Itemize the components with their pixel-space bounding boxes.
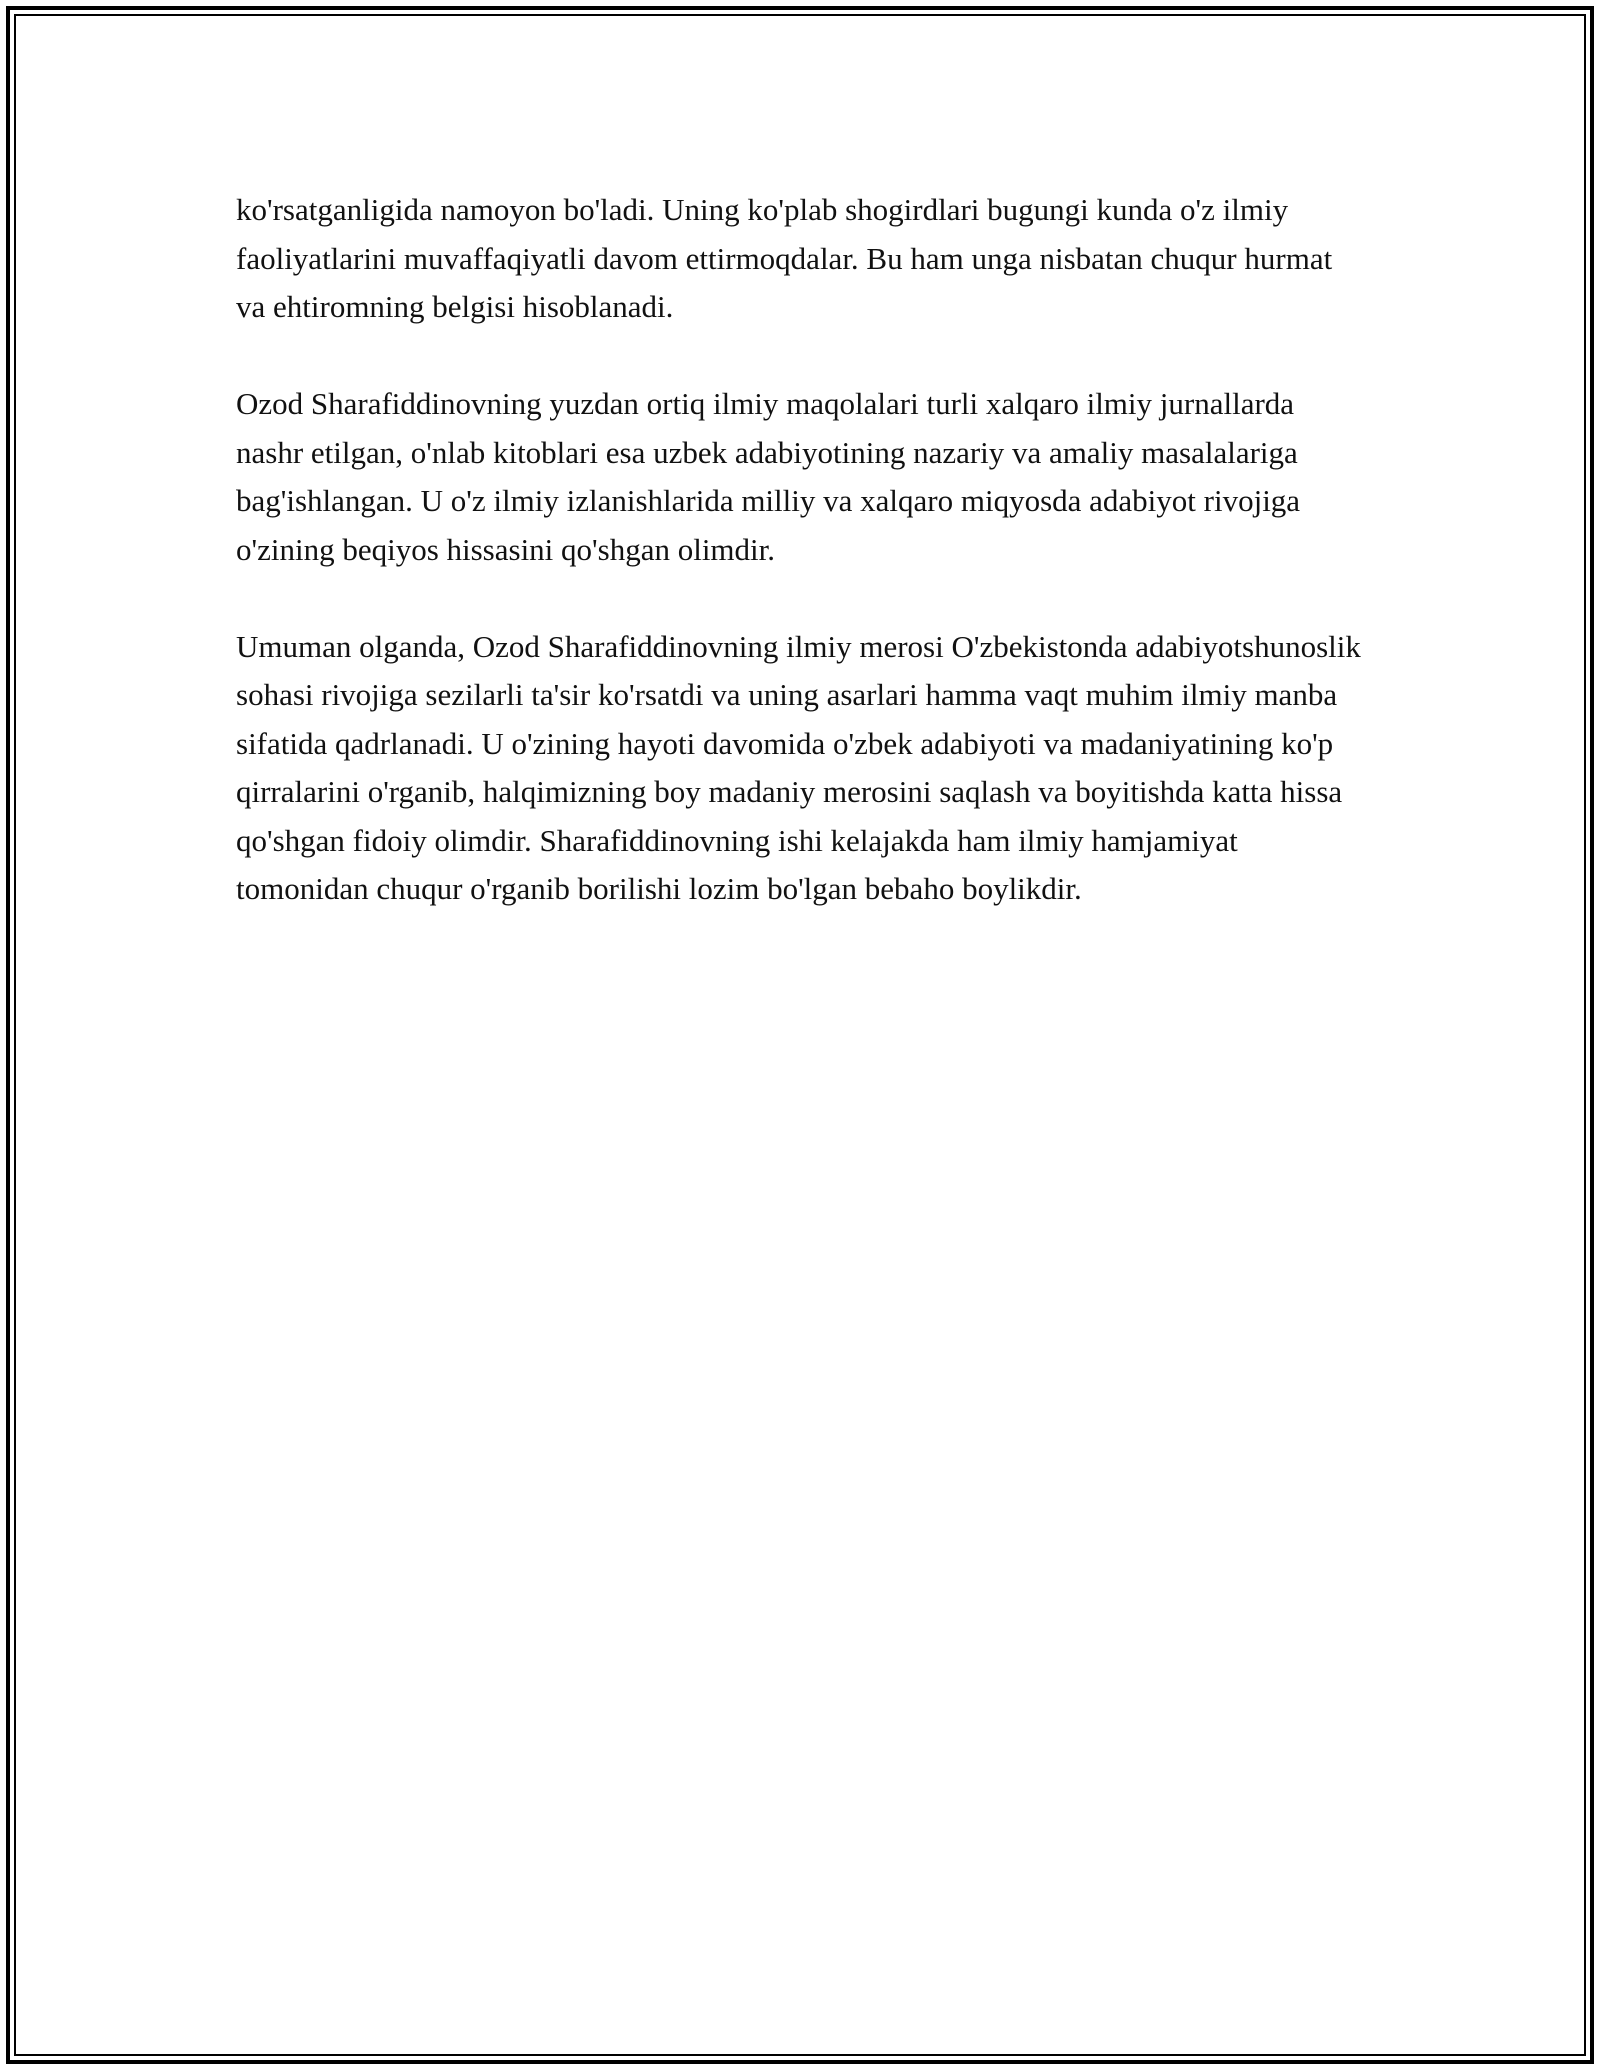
paragraph-1: ko'rsatganligida namoyon bo'ladi. Uning ko'plab shogirdlari bugungi kunda o'z ilmiy faoliyatlarini muvaffaqiyatli davom ettirmoqdalar. Bu ham unga nisbatan chuqur hurmat va ehtiromning belgisi hisoblanadi. [236, 192, 1333, 324]
paragraph-2: Ozod Sharafiddinovning yuzdan ortiq ilmiy maqolalari turli xalqaro ilmiy jurnallarda nashr etilgan, o'nlab kitoblari esa uzbek adabiyotining nazariy va amaliy masalalariga bag'ishlangan. U o'z ilmiy izlanishlarida milliy va xalqaro miqyosda adabiyot rivojiga o'zining beqiyos hissasini qo'shgan olimdir. [236, 386, 1301, 567]
paragraph-3: Umuman olganda, Ozod Sharafiddinovning ilmiy merosi O'zbekistonda adabiyotshunoslik sohasi rivojiga sezilarli ta'sir ko'rsatdi va uning asarlari hamma vaqt muhim ilmiy manba sifatida qadrlanadi. U o'zining hayoti davomida o'zbek adabiyoti va madaniyatining ko'p qirralarini o'rganib, halqimizning boy madaniy merosini saqlash va boyitishda katta hissa qo'shgan fidoiy olimdir. Sharafiddinovning ishi kelajakda ham ilmiy hamjamiyat tomonidan chuqur o'rganib borilishi lozim bo'lgan bebaho boylikdir. [236, 628, 1361, 906]
document-body [236, 186, 1366, 962]
